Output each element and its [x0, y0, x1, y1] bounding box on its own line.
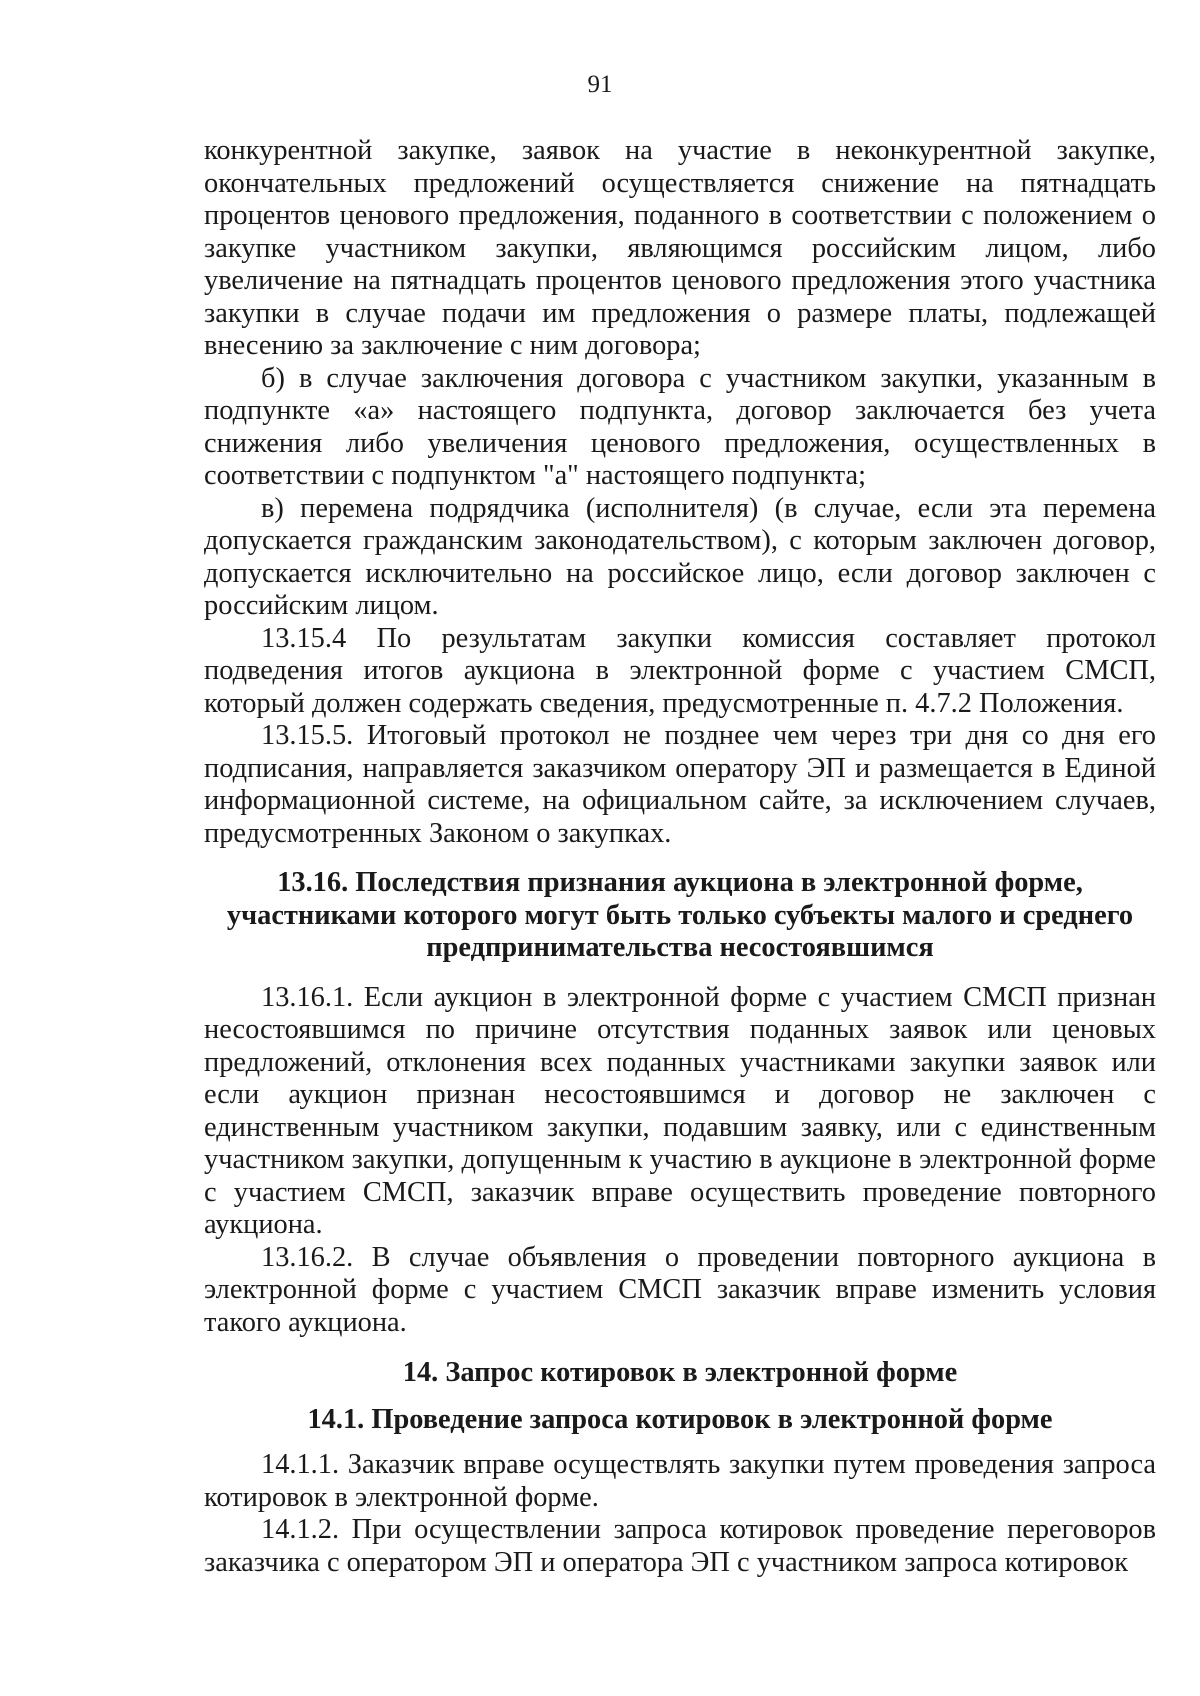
paragraph-14-1-1: 14.1.1. Заказчик вправе осуществлять закупки путем проведения запроса котировок в электронной форме. [204, 1449, 1156, 1513]
paragraph-13-15-5: 13.15.5. Итоговый протокол не позднее чем через три дня со дня его подписания, направляется заказчиком оператору ЭП и размещается в Единой информационной системе, на официальном сайте, за исключением случаев, предусмотренных Законом о закупках. [204, 720, 1156, 849]
page-body [204, 135, 1156, 1579]
page-number: 91 [587, 71, 613, 98]
chapter-heading-14: 14. Запрос котировок в электронной форме [402, 1357, 958, 1388]
paragraph-13-15-4: 13.15.4 По результатам закупки комиссия составляет протокол подведения итогов аукциона в электронной форме с участием СМСП, который должен содержать сведения, предусмотренные п. 4.7.2 Положения. [204, 622, 1156, 719]
section-heading-line: участниками которого могут быть только субъекты малого и среднего [226, 899, 1134, 931]
paragraph-14-1-2: 14.1.2. При осуществлении запроса котировок проведение переговоров заказчика с оператором ЭП и оператора ЭП с участником запроса котировок [204, 1514, 1156, 1578]
paragraph-13-16-2: 13.16.2. В случае объявления о проведении повторного аукциона в электронной форме с участием СМСП заказчик вправе изменить условия такого аукциона. [204, 1241, 1156, 1338]
paragraph-continuation: конкурентной закупке, заявок на участие в неконкурентной закупке, окончательных предложений осуществляется снижение на пятнадцать процентов ценового предложения, поданного в соответствии с положением о закупке участником закупки, являющимся российским лицом, либо увеличение на пятнадцать процентов ценового предложения этого участника закупки в случае подачи им предложения о размере платы, подлежащей внесению за заключение с ним договора; [204, 135, 1156, 361]
paragraph-13-16-1: 13.16.1. Если аукцион в электронной форме с участием СМСП признан несостоявшимся по причине отсутствия поданных заявок или ценовых предложений, отклонения всех поданных участниками закупки заявок или если аукцион признан несостоявшимся и договор не заключен с единственным участником закупки, подавшим заявку, или с единственным участником закупки, допущенным к участию в аукционе в электронной форме с участием СМСП, заказчик вправе осуществить проведение повторного аукциона. [204, 981, 1156, 1240]
paragraph-subitem-b: б) в случае заключения договора с участником закупки, указанным в подпункте «а» настоящего подпункта, договор заключается без учета снижения либо увеличения ценового предложения, осуществленных в соответствии с подпунктом "а" настоящего подпункта; [204, 362, 1156, 491]
paragraph-subitem-v: в) перемена подрядчика (исполнителя) (в случае, если эта перемена допускается гражданским законодательством), с которым заключен договор, допускается исключительно на российское лицо, если договор заключен с российским лицом. [204, 492, 1156, 621]
section-heading-line: предпринимательства несостоявшимся [426, 932, 934, 963]
section-heading-line: 13.16. Последствия признания аукциона в электронной форме, [277, 867, 1083, 898]
section-heading-13-16 [204, 867, 1156, 965]
section-heading-14-1: 14.1. Проведение запроса котировок в электронной форме [307, 1403, 1053, 1435]
